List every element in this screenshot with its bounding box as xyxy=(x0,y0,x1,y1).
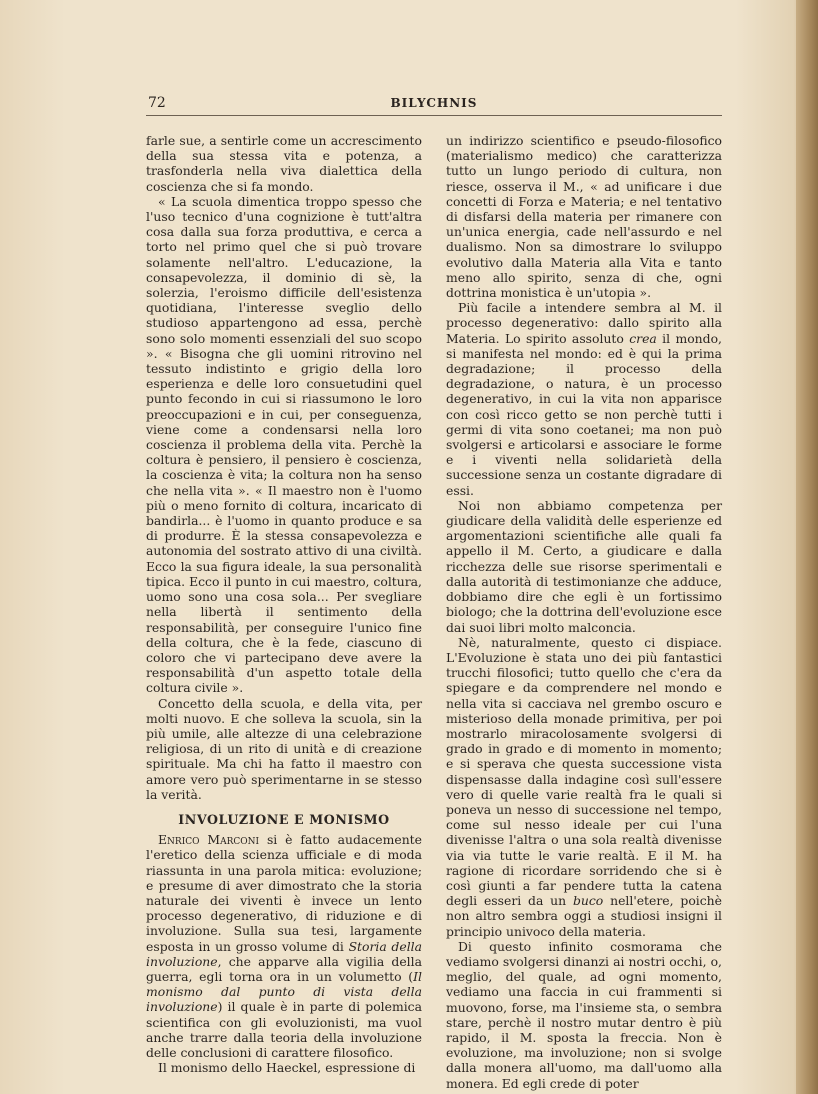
section-title: INVOLUZIONE E MONISMO xyxy=(178,811,390,827)
paragraph xyxy=(446,300,722,498)
paragraph: un indirizzo scientifico e pseudo-filosofico (materialismo medico) che caratterizza tutto un lungo periodo di cultura, non riesce, osserva il M., « ad unificare i due concetti di Forza e Materia; e nel tentativo di disfarsi della materia per rimanere con un'unica energia, cade nell'assurdo e nel dualismo. Non sa dimostrare lo sviluppo evolutivo dalla Materia alla Vita e tanto meno allo spirito, senza di che, ogni dottrina monistica è un'utopia ». xyxy=(446,133,722,301)
text-run: si è fatto audacemente l'eretico della scienza ufficiale e di moda riassunta in una parola mitica: evoluzione; e presume di aver dimostrato che la storia naturale dei viventi è invece un lento processo degenerativo, di riduzione e di involuzione. Sulla sua tesi, largamente esposta in un grosso volume di xyxy=(146,832,422,954)
italic-word: buco xyxy=(572,893,604,909)
right-column xyxy=(446,133,722,1091)
paragraph: « La scuola dimentica troppo spesso che l'uso tecnico d'una cognizione è tutt'altra cosa dalla sua forza produttiva, e cerca a torto nel primo quel che si può trovare solamente nell'altro. L'educazione, la consapevolezza, il dominio di sè, la solerzia, l'eroismo difficile dell'esistenza quotidiana, l'interesse sveglio dello studioso appartengono ad essa, perchè sono solo momenti essenziali del suo scopo ». « Bisogna che gli uomini ritrovino nel tessuto indistinto e grigio della loro esperienza e delle loro consuetudini quel punto fecondo in cui si riassumono le loro preoccupazioni e in cui, per conseguenza, viene come a condensarsi nella loro coscienza il problema della vita. Perchè la coltura è pensiero, il pensiero è coscienza, la coscienza è vita; la coltura non ha senso che nella vita ». « Il maestro non è l'uomo più o meno fornito di coltura, incaricato di bandirla... è l'uomo in quanto produce e sa di produrre. È la stessa consapevolezza e autonomia del sostrato attivo di una civiltà. Ecco la sua figura ideale, la sua personalità tipica. Ecco il punto in cui maestro, coltura, uomo sono una cosa sola... Per svegliare nella libertà il sentimento della responsabilità, per conseguire l'unico fine della coltura, che è la fede, ciascuno di coloro che vi partecipano deve avere la responsabilità d'un aspetto totale della coltura civile ». xyxy=(146,193,422,696)
paragraph: Noi non abbiamo competenza per giudicare della validità delle esperienze ed argomentazioni scientifiche alle quali fa appello il M. Certo, a giudicare e dalla ricchezza delle sue risorse sperimentali e dalla autorità di testimonianze che adduce, dobbiamo dire che egli è un fortissimo biologo; che la dottrina dell'evoluzione esce dai suoi libri molto malconcia. xyxy=(446,497,722,635)
text-run: il mondo, si manifesta nel mondo: ed è qui la prima degradazione; il processo della degradazione, o natura, è un processo degenerativo, in cui la vita non apparisce con così ricco getto se non perchè tutti i germi di vita sono coetanei; ma non può svolgersi e articolarsi e associare le forme e i viventi nella solidarietà della successione senza un costante digradare di essi. xyxy=(446,330,722,498)
paragraph: Il monismo dello Haeckel, espressione di xyxy=(158,1060,416,1076)
running-title: BILYCHNIS xyxy=(390,96,478,110)
book-title: Storia della involuzione xyxy=(146,938,423,969)
text-run: nell'etere, poichè non altro sembra oggi a studiosi insigni il principio univoco della materia. xyxy=(446,893,722,939)
paragraph xyxy=(146,832,422,1060)
paragraph: farle sue, a sentirle come un accrescimento della sua stessa vita e potenza, a trasfonderla nella viva dialettica della coscienza che si fa mondo. xyxy=(146,133,422,194)
paragraph: Di questo infinito cosmorama che vediamo svolgersi dinanzi ai nostri occhi, o, meglio, del quale, ad ogni momento, vediamo una faccia in cui frammenti si muovono, forse, ma l'insieme sta, o sembra stare, perchè il nostro mutar dentro è più rapido, il M. sposta la freccia. Non è evoluzione, ma involuzione; non si svolge dalla monera all'uomo, ma dall'uomo alla monera. Ed egli crede di poter xyxy=(446,938,722,1091)
left-column xyxy=(146,133,422,1075)
page-number: 72 xyxy=(148,95,166,111)
paragraph: Concetto della scuola, e della vita, per molti nuovo. E che solleva la scuola, sin la più umile, alle altezze di una celebrazione religiosa, di un rito di unità e di creazione spirituale. Ma chi ha fatto il maestro con amore vero può sperimentarne in se stesso la verità. xyxy=(146,695,422,802)
page-header xyxy=(146,93,722,116)
text-run: Più facile a intendere sembra al M. il processo degenerativo: dallo spirito alla Materia. Lo spirito assoluto xyxy=(446,300,722,346)
author-name: Enrico Marconi xyxy=(158,832,260,848)
italic-word: crea xyxy=(629,330,657,346)
text-run: ) il quale è in parte di polemica scientifica con gli evoluzionisti, ma vuol anche trarre dalla teoria della involuzione delle conclusioni di carattere filosofico. xyxy=(146,999,422,1060)
book-title: Il monismo dal punto di vista della involuzione xyxy=(146,968,422,1015)
book-edge xyxy=(796,0,818,1094)
text-run: Nè, naturalmente, questo ci dispiace. L'Evoluzione è stata uno dei più fantastici trucchi filosofici; tutto quello che c'era da spiegare e da comprendere nel mondo e nella vita si cacciava nel grembo oscuro e misterioso della monade primitiva, per poi mostrarlo miracolosamente svolgersi di grado in grado e di momento in momento; e si sperava che questa successione vista dispensasse dalla indagine così sull'essere vero di quelle varie realtà fra le quali si poneva un nesso di successione nel tempo, come sul nesso ideale per cui l'una divenisse l'altra o una sola realtà divenisse via via tutte le varie realtà. E il M. ha ragione di ricordare sorridendo che si è così giunti a far pendere tutta la catena degli esseri da un xyxy=(446,634,722,909)
text-run: , che apparve alla vigilia della guerra, egli torna ora in un volumetto ( xyxy=(146,953,422,984)
paragraph xyxy=(446,635,722,939)
